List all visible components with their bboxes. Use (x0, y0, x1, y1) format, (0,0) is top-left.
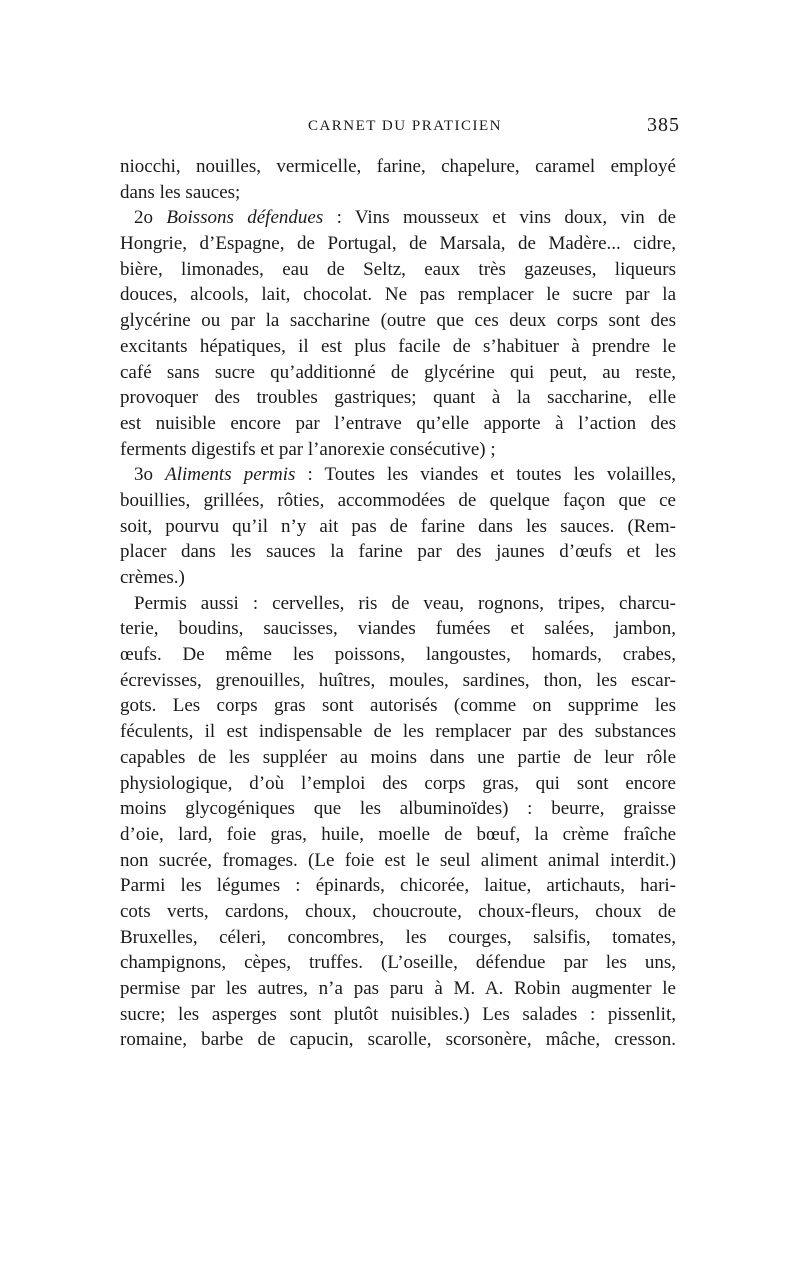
line-text: provoquer des troubles gastriques; quant à la saccharine, elle (120, 387, 676, 409)
line-text: dans les sauces; (120, 181, 241, 203)
text-line (120, 437, 676, 463)
line-text: féculents, il est indispensable de les remplacer par des substances (120, 721, 676, 743)
text-line (120, 848, 676, 874)
item-label: Boissons défendues (166, 207, 324, 229)
line-text: : Vins mousseux et vins doux, vin de (323, 207, 676, 229)
line-text: ferments digestifs et par l’anorexie consécutive) ; (120, 438, 496, 460)
line-text: d’oie, lard, foie gras, huile, moelle de bœuf, la crème fraîche (120, 823, 676, 845)
line-text: capables de les suppléer au moins dans une partie de leur rôle (120, 746, 676, 768)
text-line (120, 899, 676, 925)
item-number: 2o (134, 207, 167, 229)
text-line (120, 950, 676, 976)
text-line (120, 873, 676, 899)
line-text: excitants hépatiques, il est plus facile de s’habituer à prendre le (120, 335, 676, 357)
text-line (120, 693, 676, 719)
item-label: Aliments permis (165, 464, 296, 486)
line-text: œufs. De même les poissons, langoustes, homards, crabes, (120, 644, 676, 666)
line-text: moins glycogéniques que les albuminoïdes) : beurre, graisse (120, 798, 676, 820)
text-line (120, 796, 676, 822)
body-text (120, 154, 676, 1053)
text-line (120, 668, 676, 694)
text-line (120, 231, 676, 257)
line-text: permise par les autres, n’a pas paru à M. A. Robin augmenter le (120, 978, 676, 999)
text-line (120, 771, 676, 797)
text-line (120, 822, 676, 848)
page-number: 385 (647, 114, 680, 136)
line-text: sucre; les asperges sont plutôt nuisibles.) Les salades : pissenlit, (120, 1003, 676, 1025)
text-line (120, 257, 676, 283)
text-line (120, 205, 676, 231)
line-text: crèmes.) (120, 567, 185, 588)
line-text: placer dans les sauces la farine par des jaunes d’œufs et les (120, 541, 676, 563)
text-line (120, 334, 676, 360)
line-text: écrevisses, grenouilles, huîtres, moules, sardines, thon, les escar- (120, 669, 676, 691)
text-line (120, 591, 676, 617)
line-text: cots verts, cardons, choux, choucroute, choux-fleurs, choux de (120, 900, 676, 922)
line-text: est nuisible encore par l’entrave qu’elle apporte à l’action des (120, 412, 676, 434)
page-header (120, 116, 682, 140)
text-line (120, 488, 676, 514)
text-line (120, 385, 676, 411)
text-line (120, 308, 676, 334)
line-text: soit, pourvu qu’il n’y ait pas de farine dans les sauces. (Rem- (120, 515, 676, 537)
item-number: 3o (134, 464, 166, 486)
line-text: non sucrée, fromages. (Le foie est le seul aliment animal interdit.) (120, 849, 676, 871)
line-text: café sans sucre qu’additionné de glycérine qui peut, au reste, (120, 361, 676, 383)
line-text: romaine, barbe de capucin, scarolle, scorsonère, mâche, cresson. (120, 1029, 676, 1051)
text-line (120, 514, 676, 540)
text-line (120, 565, 676, 591)
text-line (120, 282, 676, 308)
line-text: Hongrie, d’Espagne, de Portugal, de Marsala, de Madère... cidre, (120, 233, 676, 255)
line-text: terie, boudins, saucisses, viandes fumées et salées, jambon, (120, 618, 676, 640)
text-line (120, 719, 676, 745)
text-line (120, 745, 676, 771)
line-text: niocchi, nouilles, vermicelle, farine, chapelure, caramel employé (120, 156, 676, 177)
text-line (120, 1002, 676, 1028)
running-title: CARNET DU PRATICIEN (307, 118, 503, 134)
line-text: Parmi les légumes : épinards, chicorée, laitue, artichauts, hari- (120, 875, 676, 897)
line-text: Bruxelles, céleri, concombres, les courges, salsifis, tomates, (120, 926, 676, 948)
text-line (120, 1027, 676, 1053)
line-text: bouillies, grillées, rôties, accommodées de quelque façon que ce (120, 489, 676, 511)
line-text: glycérine ou par la saccharine (outre que ces deux corps sont des (120, 310, 676, 332)
line-text: bière, limonades, eau de Seltz, eaux très gazeuses, liqueurs (120, 258, 676, 280)
line-text: douces, alcools, lait, chocolat. Ne pas remplacer le sucre par la (120, 284, 676, 306)
text-line (120, 616, 676, 642)
text-line (120, 180, 676, 206)
text-line (120, 360, 676, 386)
text-line (120, 462, 676, 488)
line-text: gots. Les corps gras sont autorisés (comme on supprime les (120, 695, 676, 717)
text-line (120, 154, 676, 180)
text-line (120, 539, 676, 565)
text-line (120, 411, 676, 437)
text-line (120, 925, 676, 951)
line-text: champignons, cèpes, truffes. (L’oseille, défendue par les uns, (120, 952, 676, 974)
line-text: : Toutes les viandes et toutes les volailles, (295, 464, 677, 486)
text-line (120, 976, 676, 1002)
line-text: Permis aussi : cervelles, ris de veau, rognons, tripes, charcu- (134, 592, 676, 614)
text-line (120, 642, 676, 668)
line-text: physiologique, d’où l’emploi des corps gras, qui sont encore (120, 772, 676, 794)
